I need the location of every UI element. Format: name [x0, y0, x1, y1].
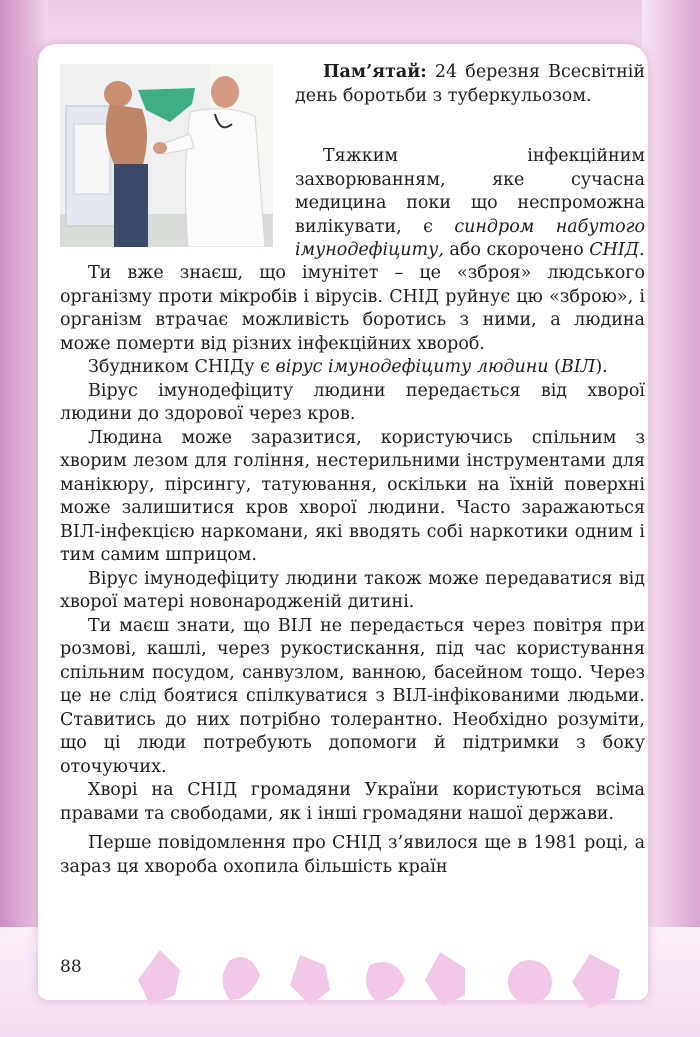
doctor-photo	[60, 64, 273, 247]
paragraph-2-abbr: ВІЛ	[560, 357, 596, 377]
intro-text-2: або скорочено	[443, 240, 590, 260]
main-text	[60, 262, 645, 879]
paragraph-1: Ти вже знаєш, що імунітет – це «зброя» людського організму проти мікробів і вірусів. СНІД руйнує цю «зброю», і організм втрачає можливість боротись з ними, а людина може померти від різних інфекційних хвороб.	[60, 263, 645, 354]
paragraph-2-text-c: ).	[595, 357, 608, 377]
paragraph-8: Перше повідомлення про СНІД з’явилося ще в 1981 році, а зараз ця хвороба охопила більшість країн	[60, 833, 645, 877]
paragraph-3: Вірус імунодефіциту людини передається від хворої людини до здорової через кров.	[60, 380, 645, 424]
intro-abbr: СНІД	[589, 240, 639, 260]
paragraph-2-term: вірус імунодефіциту людини	[275, 357, 549, 377]
paragraph-7: Хворі на СНІД громадяни України користуються всіма правами та свободами, як і інші громадяни нашої держави.	[60, 780, 645, 824]
intro-paragraph	[295, 145, 645, 263]
reminder-text: 24 березня Всесвітній день боротьби з туберкульозом.	[295, 62, 645, 106]
reminder-paragraph	[295, 61, 645, 108]
paragraph-5: Вірус імунодефіциту людини також може передаватися від хворої матері новонародженій дитині.	[60, 568, 645, 612]
decorative-leaves-icon	[120, 940, 650, 1020]
reminder-label: Пам’ятай:	[323, 62, 427, 82]
page-number: 88	[60, 957, 82, 977]
page-border-right	[642, 0, 700, 1037]
paragraph-6: Ти маєш знати, що ВІЛ не передається через повітря при розмові, кашлі, через рукостискання, під час користування спільним посудом, санвузлом, ванною, басейном тощо. Через це не слід боятися спілкуватися з ВІЛ-інфікованими людьми. Ставитись до них потрібно толерантно. Необхідно розуміти, що ці люди потребують допомоги й підтримки з боку оточуючих.	[60, 615, 645, 777]
paragraph-2-text-b: (	[548, 357, 561, 377]
intro-term: синдром набутого імунодефіциту,	[295, 216, 645, 260]
paragraph-2	[60, 356, 645, 380]
intro-text-3: .	[639, 240, 645, 260]
paragraph-2-text: Збудником СНІДу є	[88, 357, 276, 377]
paragraph-4: Людина може заразитися, користуючись спільним з хворим лезом для гоління, нестерильними інструментами для манікюру, пірсингу, татуювання, оскільки на їхній поверхні може залишитися кров хворої людини. Часто заражаються ВІЛ-інфекцією наркомани, які вводять собі наркотики одним і тим самим шприцом.	[60, 427, 645, 565]
intro-text: Тяжким інфекційним захворюванням, яке сучасна медицина поки що неспроможна вилікувати, є	[295, 146, 645, 237]
